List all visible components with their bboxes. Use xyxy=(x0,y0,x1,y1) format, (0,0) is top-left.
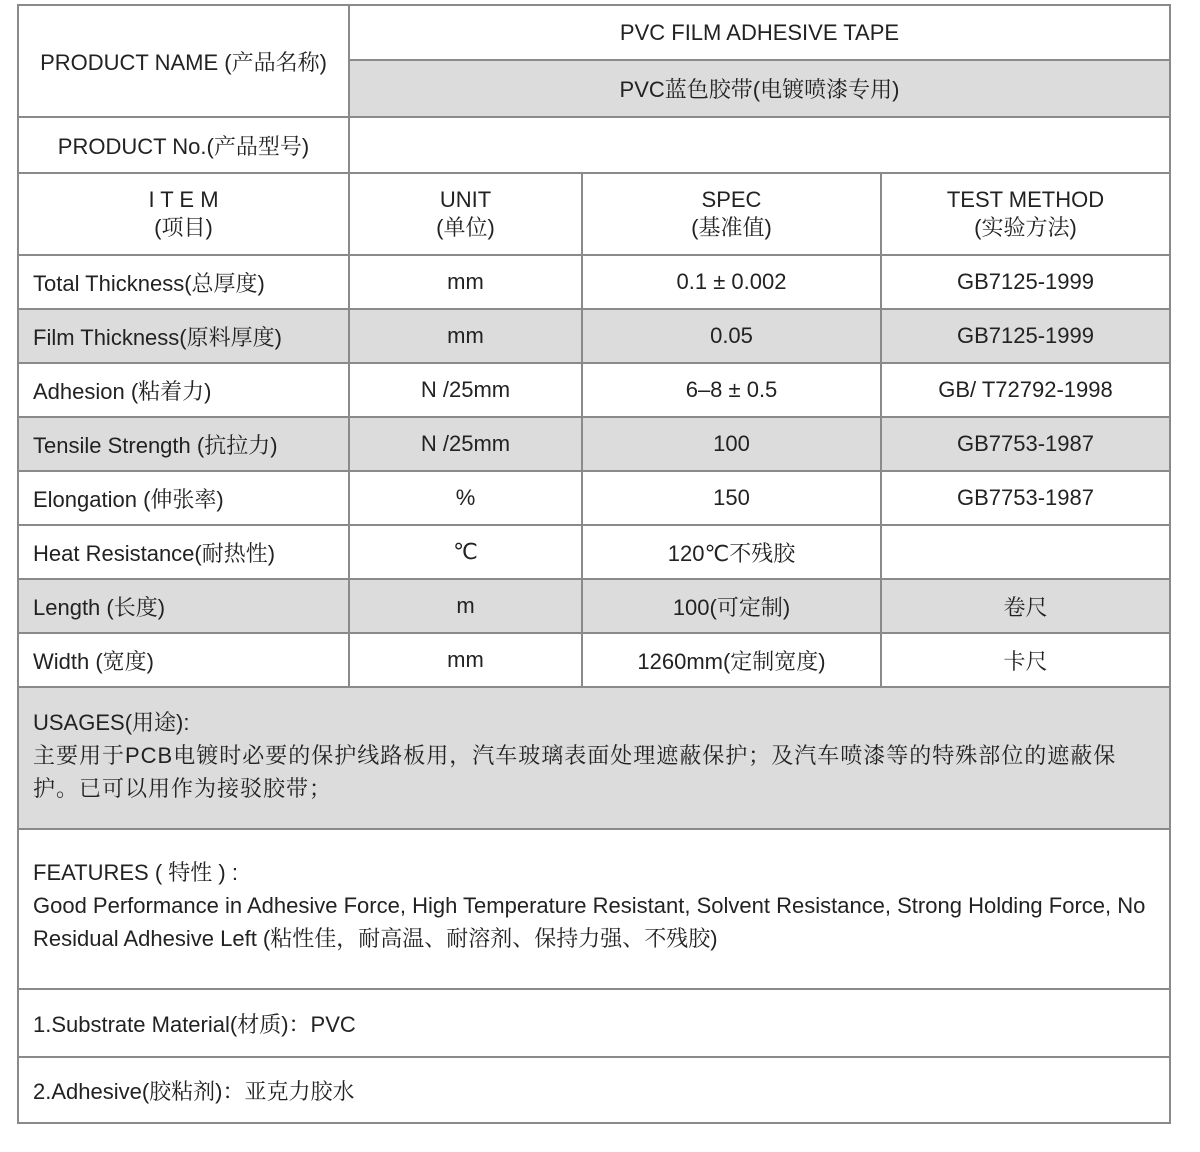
cell-spec: 0.05 xyxy=(581,310,880,362)
product-no-value xyxy=(348,118,1169,172)
cell-spec: 150 xyxy=(581,472,880,524)
table-row xyxy=(19,472,1169,526)
cell-method: GB7753-1987 xyxy=(880,418,1169,470)
cell-unit: N /25mm xyxy=(348,364,581,416)
table-header-row xyxy=(19,174,1169,256)
header-unit-cn: (单位) xyxy=(436,215,495,240)
cell-method: GB7125-1999 xyxy=(880,256,1169,308)
spec-sheet xyxy=(17,4,1171,1124)
cell-method: GB/ T72792-1998 xyxy=(880,364,1169,416)
cell-unit: mm xyxy=(348,634,581,686)
cell-unit: N /25mm xyxy=(348,418,581,470)
features-section xyxy=(19,830,1169,990)
header-item-cn: (项目) xyxy=(154,215,213,240)
cell-spec: 100(可定制) xyxy=(581,580,880,632)
header-method xyxy=(880,174,1169,254)
table-row xyxy=(19,634,1169,688)
features-title: FEATURES ( 特性 ) : xyxy=(33,860,238,885)
table-row xyxy=(19,310,1169,364)
header-spec-en: SPEC xyxy=(701,187,762,212)
features-text: Good Performance in Adhesive Force, High Temperature Resistant, Solvent Resistance, Strong Holding Force, No Residual Adhesive Left (粘性佳，耐高温、耐溶剂、保持力强、不残胶) xyxy=(33,893,1146,951)
cell-item: Film Thickness(原料厚度) xyxy=(33,324,282,350)
cell-unit: m xyxy=(348,580,581,632)
cell-item: Width (宽度) xyxy=(33,648,155,674)
header-item xyxy=(19,174,348,254)
cell-method: GB7125-1999 xyxy=(880,310,1169,362)
header-spec xyxy=(581,174,880,254)
cell-unit: % xyxy=(348,472,581,524)
header-item-en: I T E M xyxy=(148,187,219,212)
cell-unit: mm xyxy=(348,310,581,362)
cell-spec: 1260mm(定制宽度) xyxy=(581,634,880,686)
cell-item: Length (长度) xyxy=(33,594,166,620)
product-name-en: PVC FILM ADHESIVE TAPE xyxy=(350,6,1169,61)
product-name-values xyxy=(348,6,1169,116)
header-unit-en: UNIT xyxy=(439,187,492,212)
cell-unit: mm xyxy=(348,256,581,308)
note-row xyxy=(19,1058,1169,1122)
cell-spec: 6–8 ± 0.5 xyxy=(581,364,880,416)
cell-item: Total Thickness(总厚度) xyxy=(33,270,265,296)
note-substrate: 1.Substrate Material(材质)：PVC xyxy=(33,1011,356,1037)
cell-item: Adhesion (粘着力) xyxy=(33,378,212,404)
table-row xyxy=(19,526,1169,580)
table-row xyxy=(19,580,1169,634)
header-method-en: TEST METHOD xyxy=(946,187,1105,212)
cell-method xyxy=(880,526,1169,578)
header-method-cn: (实验方法) xyxy=(974,215,1077,240)
usages-title: USAGES(用途): xyxy=(33,710,190,735)
table-row xyxy=(19,256,1169,310)
product-name-cn: PVC蓝色胶带(电镀喷漆专用) xyxy=(350,61,1169,116)
cell-spec: 0.1 ± 0.002 xyxy=(581,256,880,308)
usages-block xyxy=(33,706,1153,805)
usages-section xyxy=(19,688,1169,830)
header-unit xyxy=(348,174,581,254)
note-row xyxy=(19,990,1169,1058)
table-row xyxy=(19,364,1169,418)
cell-spec: 100 xyxy=(581,418,880,470)
product-no-label: PRODUCT No.(产品型号) xyxy=(57,133,310,159)
usages-text: 主要用于PCB电镀时必要的保护线路板用，汽车玻璃表面处理遮蔽保护；及汽车喷漆等的特殊部位的遮蔽保护。已可以用作为接驳胶带； xyxy=(33,743,1117,801)
cell-method: 卡尺 xyxy=(880,634,1169,686)
product-name-row xyxy=(19,6,1169,118)
cell-method: 卷尺 xyxy=(880,580,1169,632)
header-spec-cn: (基准值) xyxy=(691,215,772,240)
cell-method: GB7753-1987 xyxy=(880,472,1169,524)
cell-item: Heat Resistance(耐热性) xyxy=(33,540,276,566)
note-adhesive: 2.Adhesive(胶粘剂)：亚克力胶水 xyxy=(33,1078,355,1104)
features-block xyxy=(33,856,1153,955)
product-name-label: PRODUCT NAME (产品名称) xyxy=(40,49,327,75)
product-no-row xyxy=(19,118,1169,174)
cell-item: Tensile Strength (抗拉力) xyxy=(33,432,278,458)
cell-item: Elongation (伸张率) xyxy=(33,486,224,512)
cell-unit: ℃ xyxy=(348,526,581,578)
cell-spec: 120℃不残胶 xyxy=(581,526,880,578)
table-row xyxy=(19,418,1169,472)
